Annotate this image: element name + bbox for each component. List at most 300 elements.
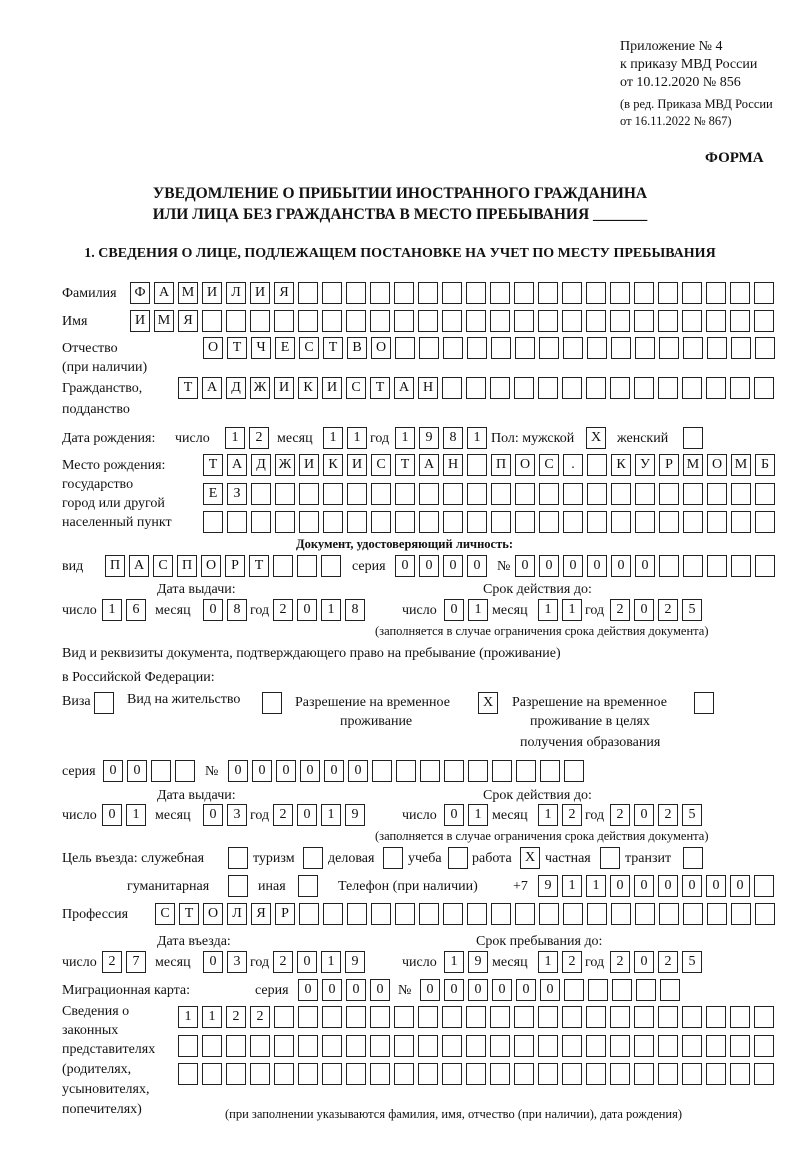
char-box[interactable] xyxy=(262,692,282,714)
char-box[interactable] xyxy=(683,903,703,925)
char-box[interactable] xyxy=(442,310,462,332)
char-box[interactable]: 0 xyxy=(297,951,317,973)
char-box[interactable]: 1 xyxy=(467,427,487,449)
char-box[interactable] xyxy=(538,1035,558,1057)
char-box[interactable]: 1 xyxy=(538,599,558,621)
char-box[interactable] xyxy=(563,337,583,359)
char-box[interactable] xyxy=(755,555,775,577)
char-box[interactable] xyxy=(323,903,343,925)
char-box[interactable] xyxy=(658,1006,678,1028)
char-box[interactable]: 0 xyxy=(300,760,320,782)
char-box[interactable] xyxy=(226,1063,246,1085)
birthplace-field[interactable] xyxy=(203,483,775,505)
birth-month-field[interactable] xyxy=(323,427,367,449)
char-box[interactable] xyxy=(563,511,583,533)
char-box[interactable]: К xyxy=(298,377,318,399)
char-box[interactable]: 1 xyxy=(468,804,488,826)
char-box[interactable] xyxy=(754,1063,774,1085)
char-box[interactable] xyxy=(515,903,535,925)
char-box[interactable]: 2 xyxy=(658,951,678,973)
char-box[interactable] xyxy=(202,1035,222,1057)
char-box[interactable] xyxy=(251,483,271,505)
char-box[interactable]: 1 xyxy=(347,427,367,449)
char-box[interactable] xyxy=(490,1035,510,1057)
phone-field[interactable] xyxy=(538,875,774,897)
char-box[interactable]: С xyxy=(299,337,319,359)
purpose-business-checkbox[interactable] xyxy=(383,847,403,869)
char-box[interactable] xyxy=(562,1035,582,1057)
edu-residence-checkbox[interactable] xyxy=(694,692,714,714)
char-box[interactable]: 0 xyxy=(348,760,368,782)
char-box[interactable] xyxy=(228,875,248,897)
char-box[interactable]: А xyxy=(227,454,247,476)
char-box[interactable] xyxy=(563,483,583,505)
char-box[interactable]: 0 xyxy=(419,555,439,577)
issue-month-field[interactable] xyxy=(203,804,247,826)
char-box[interactable] xyxy=(322,1035,342,1057)
purpose-tourism-checkbox[interactable] xyxy=(303,847,323,869)
char-box[interactable] xyxy=(683,847,703,869)
char-box[interactable] xyxy=(492,760,512,782)
char-box[interactable] xyxy=(395,511,415,533)
char-box[interactable]: 1 xyxy=(468,599,488,621)
char-box[interactable]: У xyxy=(635,454,655,476)
char-box[interactable] xyxy=(490,310,510,332)
char-box[interactable] xyxy=(443,903,463,925)
char-box[interactable]: 6 xyxy=(126,599,146,621)
char-box[interactable]: И xyxy=(130,310,150,332)
char-box[interactable]: Ф xyxy=(130,282,150,304)
char-box[interactable] xyxy=(226,1035,246,1057)
char-box[interactable] xyxy=(731,903,751,925)
char-box[interactable] xyxy=(250,1063,270,1085)
char-box[interactable]: 8 xyxy=(443,427,463,449)
char-box[interactable]: Д xyxy=(226,377,246,399)
char-box[interactable]: М xyxy=(683,454,703,476)
char-box[interactable]: К xyxy=(323,454,343,476)
char-box[interactable] xyxy=(634,1035,654,1057)
char-box[interactable]: 1 xyxy=(225,427,245,449)
char-box[interactable]: Я xyxy=(178,310,198,332)
char-box[interactable] xyxy=(683,511,703,533)
char-box[interactable] xyxy=(346,282,366,304)
char-box[interactable] xyxy=(731,511,751,533)
char-box[interactable]: С xyxy=(371,454,391,476)
sex-male-checkbox[interactable] xyxy=(586,427,606,449)
sex-female-checkbox[interactable] xyxy=(683,427,703,449)
char-box[interactable] xyxy=(491,903,511,925)
char-box[interactable]: 0 xyxy=(370,979,390,1001)
char-box[interactable] xyxy=(562,1063,582,1085)
char-box[interactable] xyxy=(448,847,468,869)
char-box[interactable]: 1 xyxy=(178,1006,198,1028)
until-year-field[interactable] xyxy=(610,951,702,973)
char-box[interactable]: 0 xyxy=(444,804,464,826)
char-box[interactable] xyxy=(730,1035,750,1057)
citizenship-field[interactable] xyxy=(178,377,774,399)
char-box[interactable]: З xyxy=(227,483,247,505)
char-box[interactable]: 0 xyxy=(102,804,122,826)
purpose-study-checkbox[interactable] xyxy=(448,847,468,869)
char-box[interactable]: 9 xyxy=(538,875,558,897)
char-box[interactable] xyxy=(562,282,582,304)
char-box[interactable] xyxy=(321,555,341,577)
char-box[interactable]: 2 xyxy=(562,951,582,973)
char-box[interactable]: 0 xyxy=(468,979,488,1001)
patronymic-field[interactable] xyxy=(203,337,775,359)
char-box[interactable]: О xyxy=(371,337,391,359)
char-box[interactable] xyxy=(682,1063,702,1085)
char-box[interactable]: 2 xyxy=(226,1006,246,1028)
char-box[interactable] xyxy=(514,282,534,304)
valid-day-field[interactable] xyxy=(444,804,488,826)
char-box[interactable]: 5 xyxy=(682,804,702,826)
residence-series-field[interactable] xyxy=(103,760,195,782)
char-box[interactable]: 0 xyxy=(444,979,464,1001)
char-box[interactable]: 0 xyxy=(443,555,463,577)
char-box[interactable] xyxy=(442,377,462,399)
char-box[interactable]: 3 xyxy=(227,951,247,973)
char-box[interactable]: 0 xyxy=(634,804,654,826)
char-box[interactable] xyxy=(707,555,727,577)
char-box[interactable]: С xyxy=(155,903,175,925)
char-box[interactable] xyxy=(250,310,270,332)
char-box[interactable] xyxy=(515,483,535,505)
char-box[interactable] xyxy=(538,282,558,304)
char-box[interactable]: 1 xyxy=(538,804,558,826)
char-box[interactable]: Н xyxy=(418,377,438,399)
doc-series-field[interactable] xyxy=(395,555,487,577)
char-box[interactable]: Т xyxy=(178,377,198,399)
char-box[interactable] xyxy=(394,310,414,332)
char-box[interactable] xyxy=(514,1006,534,1028)
char-box[interactable]: X xyxy=(478,692,498,714)
char-box[interactable] xyxy=(730,310,750,332)
char-box[interactable]: К xyxy=(611,454,631,476)
char-box[interactable] xyxy=(754,282,774,304)
char-box[interactable] xyxy=(347,903,367,925)
char-box[interactable]: 0 xyxy=(297,804,317,826)
char-box[interactable]: 0 xyxy=(103,760,123,782)
char-box[interactable] xyxy=(370,1006,390,1028)
char-box[interactable] xyxy=(562,310,582,332)
char-box[interactable] xyxy=(250,1035,270,1057)
char-box[interactable] xyxy=(395,337,415,359)
issue-day-field[interactable] xyxy=(102,599,146,621)
birth-year-field[interactable] xyxy=(395,427,487,449)
char-box[interactable] xyxy=(706,310,726,332)
char-box[interactable] xyxy=(274,1006,294,1028)
char-box[interactable]: 2 xyxy=(273,599,293,621)
char-box[interactable] xyxy=(419,483,439,505)
issue-year-field[interactable] xyxy=(273,599,365,621)
char-box[interactable] xyxy=(658,310,678,332)
char-box[interactable] xyxy=(151,760,171,782)
char-box[interactable]: Т xyxy=(323,337,343,359)
char-box[interactable] xyxy=(611,511,631,533)
valid-day-field[interactable] xyxy=(444,599,488,621)
char-box[interactable] xyxy=(322,1063,342,1085)
char-box[interactable]: И xyxy=(274,377,294,399)
char-box[interactable] xyxy=(346,1006,366,1028)
char-box[interactable]: Н xyxy=(443,454,463,476)
char-box[interactable] xyxy=(755,903,775,925)
char-box[interactable] xyxy=(731,337,751,359)
char-box[interactable] xyxy=(491,511,511,533)
char-box[interactable] xyxy=(491,337,511,359)
char-box[interactable]: 0 xyxy=(587,555,607,577)
char-box[interactable]: Л xyxy=(227,903,247,925)
char-box[interactable]: 0 xyxy=(611,555,631,577)
temp-residence-checkbox[interactable] xyxy=(478,692,498,714)
birthplace-field[interactable] xyxy=(203,454,775,476)
char-box[interactable] xyxy=(634,310,654,332)
migration-number-field[interactable] xyxy=(420,979,680,1001)
char-box[interactable] xyxy=(490,1063,510,1085)
char-box[interactable]: 8 xyxy=(345,599,365,621)
char-box[interactable]: А xyxy=(202,377,222,399)
char-box[interactable]: С xyxy=(153,555,173,577)
char-box[interactable] xyxy=(538,377,558,399)
char-box[interactable] xyxy=(754,310,774,332)
char-box[interactable]: Т xyxy=(227,337,247,359)
char-box[interactable] xyxy=(564,760,584,782)
char-box[interactable] xyxy=(587,483,607,505)
char-box[interactable] xyxy=(660,979,680,1001)
char-box[interactable]: 2 xyxy=(102,951,122,973)
char-box[interactable] xyxy=(707,511,727,533)
char-box[interactable] xyxy=(659,903,679,925)
char-box[interactable] xyxy=(514,1063,534,1085)
char-box[interactable] xyxy=(610,1063,630,1085)
char-box[interactable]: Б xyxy=(755,454,775,476)
char-box[interactable] xyxy=(274,310,294,332)
valid-month-field[interactable] xyxy=(538,804,582,826)
char-box[interactable]: 0 xyxy=(682,875,702,897)
char-box[interactable] xyxy=(755,483,775,505)
char-box[interactable] xyxy=(515,511,535,533)
char-box[interactable] xyxy=(706,377,726,399)
char-box[interactable] xyxy=(322,310,342,332)
char-box[interactable] xyxy=(611,337,631,359)
char-box[interactable] xyxy=(371,483,391,505)
char-box[interactable]: 9 xyxy=(345,951,365,973)
char-box[interactable]: О xyxy=(201,555,221,577)
char-box[interactable]: 1 xyxy=(126,804,146,826)
char-box[interactable] xyxy=(394,1063,414,1085)
char-box[interactable]: А xyxy=(154,282,174,304)
char-box[interactable] xyxy=(370,282,390,304)
char-box[interactable] xyxy=(322,282,342,304)
char-box[interactable]: Д xyxy=(251,454,271,476)
char-box[interactable]: 0 xyxy=(127,760,147,782)
char-box[interactable] xyxy=(491,483,511,505)
char-box[interactable] xyxy=(347,483,367,505)
char-box[interactable] xyxy=(490,377,510,399)
char-box[interactable] xyxy=(418,282,438,304)
char-box[interactable] xyxy=(730,1063,750,1085)
char-box[interactable] xyxy=(275,483,295,505)
char-box[interactable] xyxy=(275,511,295,533)
char-box[interactable]: Е xyxy=(275,337,295,359)
char-box[interactable]: X xyxy=(586,427,606,449)
visa-checkbox[interactable] xyxy=(94,692,114,714)
char-box[interactable] xyxy=(682,282,702,304)
char-box[interactable] xyxy=(443,511,463,533)
char-box[interactable] xyxy=(490,282,510,304)
char-box[interactable] xyxy=(466,310,486,332)
doc-number-field[interactable] xyxy=(515,555,775,577)
char-box[interactable] xyxy=(467,903,487,925)
residence-number-field[interactable] xyxy=(228,760,584,782)
char-box[interactable]: 0 xyxy=(203,804,223,826)
char-box[interactable]: Т xyxy=(203,454,223,476)
char-box[interactable]: Р xyxy=(659,454,679,476)
char-box[interactable] xyxy=(442,1035,462,1057)
char-box[interactable]: Т xyxy=(179,903,199,925)
char-box[interactable]: 5 xyxy=(682,951,702,973)
char-box[interactable] xyxy=(658,1063,678,1085)
char-box[interactable] xyxy=(538,310,558,332)
entry-month-field[interactable] xyxy=(203,951,247,973)
char-box[interactable] xyxy=(683,337,703,359)
char-box[interactable]: Ж xyxy=(275,454,295,476)
char-box[interactable] xyxy=(539,511,559,533)
char-box[interactable] xyxy=(466,1063,486,1085)
char-box[interactable]: А xyxy=(419,454,439,476)
char-box[interactable] xyxy=(228,847,248,869)
char-box[interactable] xyxy=(659,337,679,359)
char-box[interactable]: Ч xyxy=(251,337,271,359)
char-box[interactable] xyxy=(274,1035,294,1057)
char-box[interactable]: П xyxy=(105,555,125,577)
char-box[interactable] xyxy=(683,555,703,577)
purpose-other-checkbox[interactable] xyxy=(298,875,318,897)
char-box[interactable] xyxy=(635,903,655,925)
char-box[interactable] xyxy=(611,483,631,505)
char-box[interactable] xyxy=(706,1006,726,1028)
char-box[interactable] xyxy=(538,1063,558,1085)
char-box[interactable] xyxy=(372,760,392,782)
char-box[interactable] xyxy=(635,337,655,359)
char-box[interactable]: И xyxy=(322,377,342,399)
char-box[interactable] xyxy=(730,1006,750,1028)
char-box[interactable]: Е xyxy=(203,483,223,505)
permit-checkbox[interactable] xyxy=(262,692,282,714)
char-box[interactable] xyxy=(586,282,606,304)
char-box[interactable] xyxy=(683,427,703,449)
char-box[interactable] xyxy=(298,1063,318,1085)
name-field[interactable] xyxy=(130,310,774,332)
char-box[interactable]: 1 xyxy=(586,875,606,897)
purpose-private-checkbox[interactable] xyxy=(600,847,620,869)
char-box[interactable]: 1 xyxy=(562,599,582,621)
char-box[interactable] xyxy=(273,555,293,577)
entry-year-field[interactable] xyxy=(273,951,365,973)
char-box[interactable]: 2 xyxy=(658,804,678,826)
char-box[interactable] xyxy=(731,555,751,577)
char-box[interactable] xyxy=(659,483,679,505)
char-box[interactable]: М xyxy=(154,310,174,332)
char-box[interactable] xyxy=(227,511,247,533)
char-box[interactable] xyxy=(202,310,222,332)
char-box[interactable] xyxy=(346,310,366,332)
purpose-humanitarian-checkbox[interactable] xyxy=(228,875,248,897)
char-box[interactable] xyxy=(202,1063,222,1085)
char-box[interactable] xyxy=(587,511,607,533)
char-box[interactable]: С xyxy=(539,454,559,476)
char-box[interactable]: 0 xyxy=(539,555,559,577)
char-box[interactable] xyxy=(538,1006,558,1028)
valid-year-field[interactable] xyxy=(610,804,702,826)
char-box[interactable] xyxy=(419,511,439,533)
char-box[interactable]: П xyxy=(491,454,511,476)
char-box[interactable]: 0 xyxy=(203,599,223,621)
char-box[interactable]: 0 xyxy=(395,555,415,577)
char-box[interactable] xyxy=(442,282,462,304)
char-box[interactable] xyxy=(588,979,608,1001)
char-box[interactable] xyxy=(636,979,656,1001)
char-box[interactable]: Ж xyxy=(250,377,270,399)
char-box[interactable] xyxy=(586,377,606,399)
char-box[interactable] xyxy=(683,483,703,505)
char-box[interactable]: 0 xyxy=(492,979,512,1001)
char-box[interactable] xyxy=(562,1006,582,1028)
char-box[interactable] xyxy=(298,875,318,897)
char-box[interactable] xyxy=(395,903,415,925)
char-box[interactable] xyxy=(612,979,632,1001)
char-box[interactable] xyxy=(586,1006,606,1028)
char-box[interactable] xyxy=(298,310,318,332)
char-box[interactable] xyxy=(370,310,390,332)
char-box[interactable] xyxy=(564,979,584,1001)
char-box[interactable]: М xyxy=(178,282,198,304)
char-box[interactable]: 2 xyxy=(610,804,630,826)
char-box[interactable] xyxy=(682,1035,702,1057)
char-box[interactable] xyxy=(298,1006,318,1028)
char-box[interactable] xyxy=(754,1006,774,1028)
char-box[interactable]: П xyxy=(177,555,197,577)
char-box[interactable]: Я xyxy=(251,903,271,925)
char-box[interactable] xyxy=(442,1063,462,1085)
char-box[interactable] xyxy=(755,337,775,359)
char-box[interactable] xyxy=(514,310,534,332)
valid-month-field[interactable] xyxy=(538,599,582,621)
char-box[interactable] xyxy=(226,310,246,332)
char-box[interactable] xyxy=(730,282,750,304)
char-box[interactable]: 0 xyxy=(658,875,678,897)
birthplace-field[interactable] xyxy=(203,511,775,533)
char-box[interactable]: 0 xyxy=(252,760,272,782)
char-box[interactable] xyxy=(178,1035,198,1057)
char-box[interactable]: 2 xyxy=(610,951,630,973)
char-box[interactable]: И xyxy=(299,454,319,476)
char-box[interactable]: 0 xyxy=(634,875,654,897)
char-box[interactable]: Т xyxy=(370,377,390,399)
char-box[interactable] xyxy=(682,377,702,399)
char-box[interactable] xyxy=(394,282,414,304)
char-box[interactable] xyxy=(587,337,607,359)
char-box[interactable] xyxy=(754,875,774,897)
char-box[interactable]: 0 xyxy=(203,951,223,973)
char-box[interactable]: 0 xyxy=(228,760,248,782)
char-box[interactable] xyxy=(370,1063,390,1085)
char-box[interactable] xyxy=(466,282,486,304)
valid-year-field[interactable] xyxy=(610,599,702,621)
char-box[interactable] xyxy=(298,1035,318,1057)
until-month-field[interactable] xyxy=(538,951,582,973)
char-box[interactable]: 0 xyxy=(563,555,583,577)
